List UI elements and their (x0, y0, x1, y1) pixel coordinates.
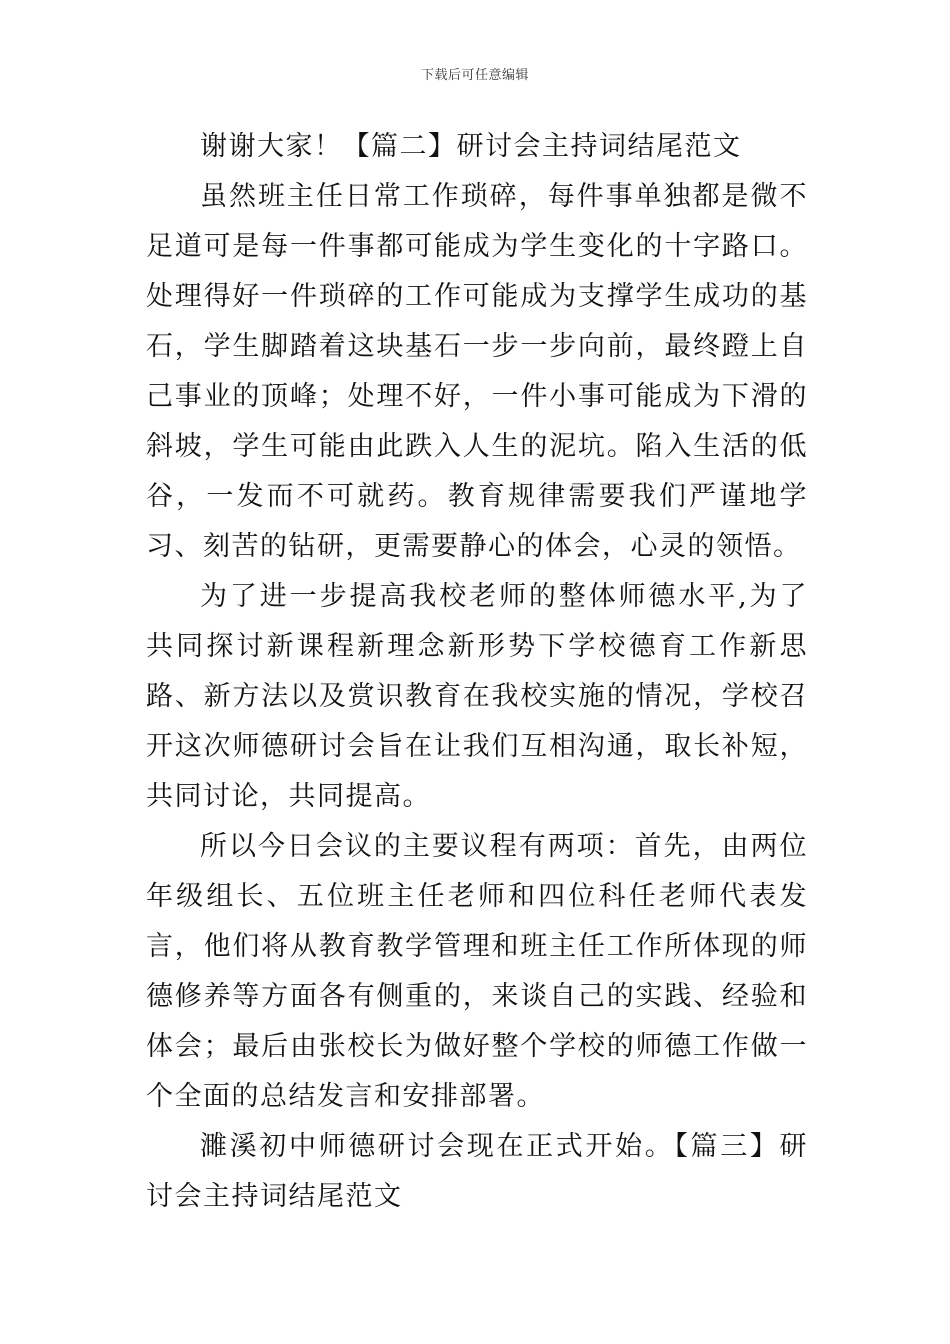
page-header-note: 下载后可任意编辑 (420, 68, 529, 83)
paragraph-5: 濉溪初中师德研讨会现在正式开始。【篇三】研讨会主持词结尾范文 (146, 1131, 808, 1212)
paragraph-2: 虽然班主任日常工作琐碎，每件事单独都是微不足道可是每一件事都可能成为学生变化的十字路口。处理得好一件琐碎的工作可能成为支撑学生成功的基石，学生脚踏着这块基石一步一步向前，最终蹬上自己事业的顶峰；处理不好，一件小事可能成为下滑的斜坡，学生可能由此跌入人生的泥坑。陷入生活的低谷，一发而不可就药。教育规律需要我们严谨地学习、刻苦的钻研，更需要静心的体会，心灵的领悟。 (146, 181, 808, 562)
document-body (146, 122, 808, 1222)
paragraph-1: 谢谢大家！【篇二】研讨会主持词结尾范文 (200, 131, 742, 162)
paragraph-3: 为了进一步提高我校老师的整体师德水平,为了共同探讨新课程新理念新形势下学校德育工作新思路、新方法以及赏识教育在我校实施的情况，学校召开这次师德研讨会旨在让我们互相沟通，取长补短，共同讨论，共同提高。 (146, 581, 808, 812)
paragraph-4: 所以今日会议的主要议程有两项：首先，由两位年级组长、五位班主任老师和四位科任老师代表发言，他们将从教育教学管理和班主任工作所体现的师德修养等方面各有侧重的，来谈自己的实践、经验和体会；最后由张校长为做好整个学校的师德工作做一个全面的总结发言和安排部署。 (146, 831, 808, 1112)
